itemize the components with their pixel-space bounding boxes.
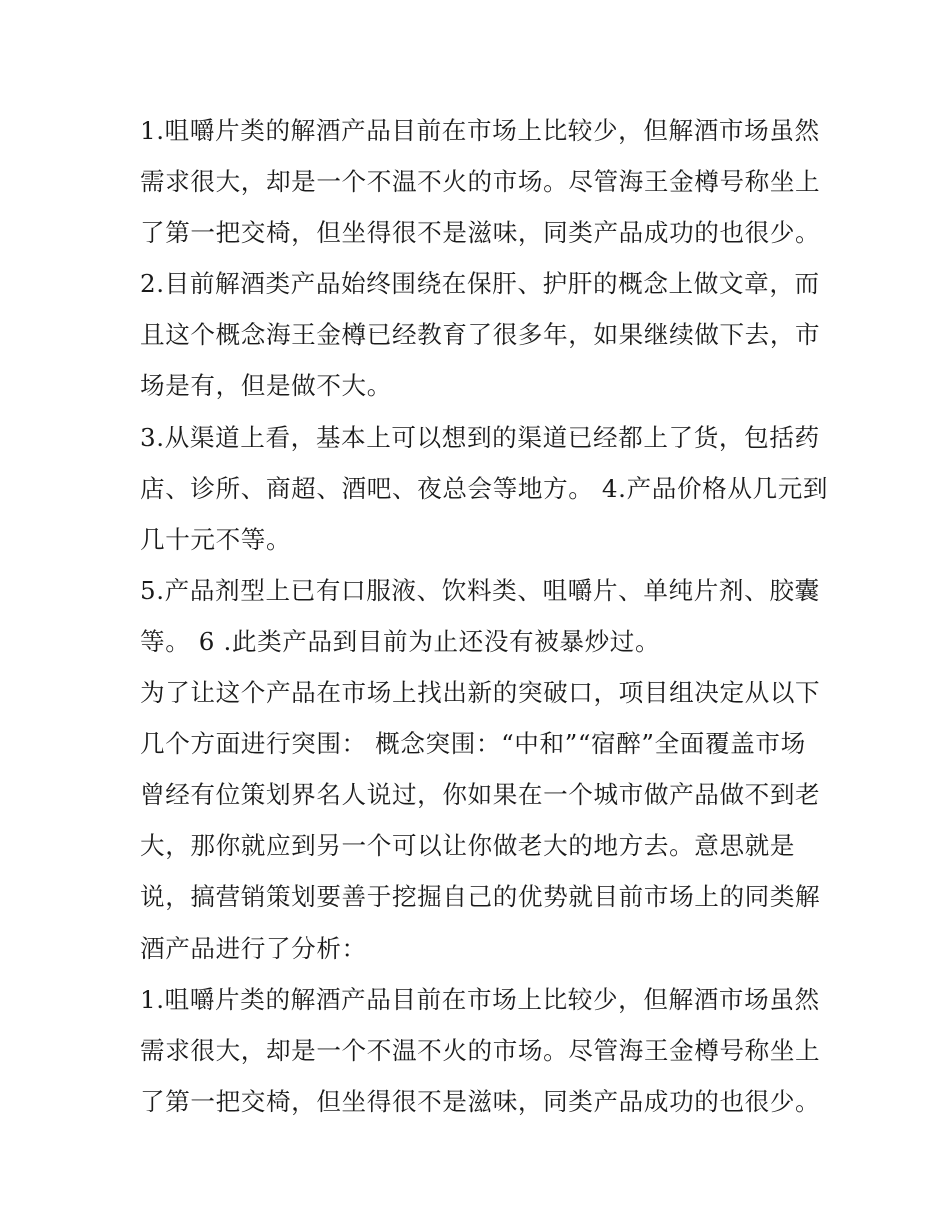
text-line: 1.咀嚼片类的解酒产品目前在市场上比较少，但解酒市场虽然 bbox=[140, 116, 820, 145]
text-line: 几十元不等。 bbox=[140, 524, 292, 554]
text-line: 店、诊所、商超、酒吧、夜总会等地方。 4.产品价格从几元到 bbox=[140, 473, 829, 503]
text-line: 场是有，但是做不大。 bbox=[140, 371, 392, 401]
text-line: 说，搞营销策划要善于挖掘自己的优势就目前市场上的同类解 bbox=[140, 882, 821, 912]
text-line: 5.产品剂型上已有口服液、饮料类、咀嚼片、单纯片剂、胶囊 bbox=[140, 575, 820, 605]
text-line: 大，那你就应到另一个可以让你做老大的地方去。意思就是 bbox=[140, 831, 796, 861]
document-body bbox=[140, 105, 829, 1127]
text-line: 等。 6 .此类产品到目前为止还没有被暴炒过。 bbox=[140, 626, 661, 656]
text-line: 需求很大，却是一个不温不火的市场。尽管海王金樽号称坐上 bbox=[140, 167, 821, 197]
text-line: 需求很大，却是一个不温不火的市场。尽管海王金樽号称坐上 bbox=[140, 1035, 821, 1065]
text-line: 酒产品进行了分析： bbox=[140, 933, 367, 963]
text-line: 1.咀嚼片类的解酒产品目前在市场上比较少，但解酒市场虽然 bbox=[140, 984, 820, 1014]
text-line: 了第一把交椅，但坐得很不是滋味，同类产品成功的也很少。 bbox=[140, 1086, 821, 1116]
text-line: 为了让这个产品在市场上找出新的突破口，项目组决定从以下 bbox=[140, 678, 821, 708]
text-line: 几个方面进行突围： 概念突围：“中和”“宿醉”全面覆盖市场 bbox=[140, 729, 806, 759]
text-line: 且这个概念海王金樽已经教育了很多年，如果继续做下去，市 bbox=[140, 320, 821, 350]
text-line: 3.从渠道上看，基本上可以想到的渠道已经都上了货，包括药 bbox=[140, 422, 820, 452]
text-line: 2.目前解酒类产品始终围绕在保肝、护肝的概念上做文章，而 bbox=[140, 269, 820, 299]
text-line: 了第一把交椅，但坐得很不是滋味，同类产品成功的也很少。 bbox=[140, 218, 821, 248]
text-line: 曾经有位策划界名人说过，你如果在一个城市做产品做不到老 bbox=[140, 780, 821, 810]
